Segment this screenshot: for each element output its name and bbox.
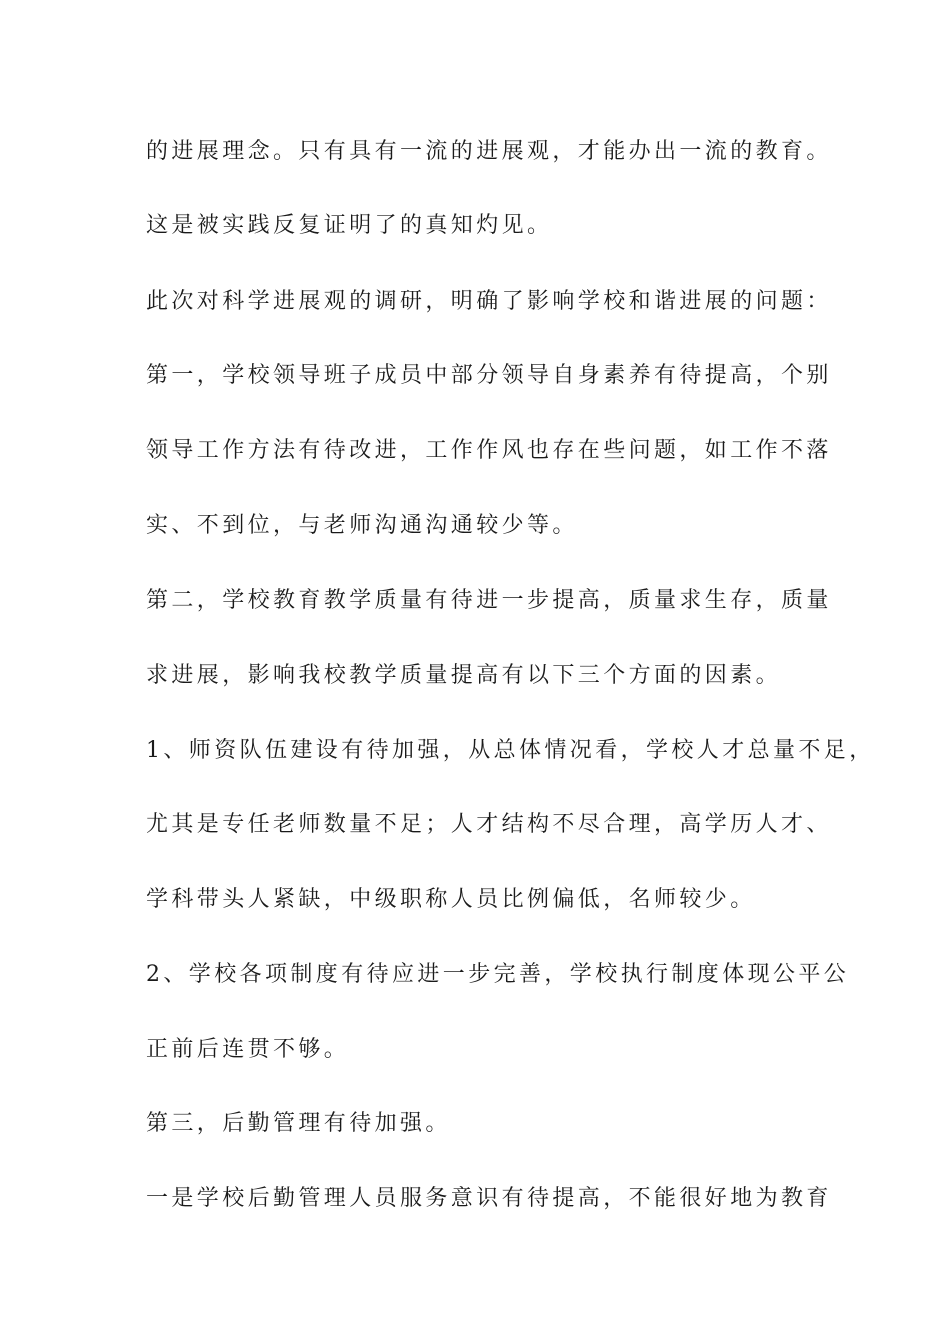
text-line: 领导工作方法有待改进，工作作风也存在些问题，如工作不落	[146, 438, 832, 463]
text-line: 这是被实践反复证明了的真知灼见。	[146, 213, 553, 238]
text-line: 第一，学校领导班子成员中部分领导自身素养有待提高，个别	[146, 363, 832, 388]
text-line: 求进展，影响我校教学质量提高有以下三个方面的因素。	[146, 663, 782, 688]
text-line: 第二，学校教育教学质量有待进一步提高，质量求生存，质量	[146, 588, 832, 613]
text-line: 2、学校各项制度有待应进一步完善，学校执行制度体现公平公	[146, 962, 850, 987]
text-line: 此次对科学进展观的调研，明确了影响学校和谐进展的问题：	[146, 289, 832, 314]
text-line: 尤其是专任老师数量不足；人才结构不尽合理，高学历人才、	[146, 812, 832, 837]
text-line: 正前后连贯不够。	[146, 1037, 350, 1062]
text-line: 一是学校后勤管理人员服务意识有待提高，不能很好地为教育	[146, 1186, 832, 1211]
text-line: 学科带头人紧缺，中级职称人员比例偏低，名师较少。	[146, 887, 756, 912]
text-line: 1、师资队伍建设有待加强，从总体情况看，学校人才总量不足，	[146, 738, 875, 763]
text-line: 第三，后勤管理有待加强。	[146, 1111, 451, 1136]
text-line: 实、不到位，与老师沟通沟通较少等。	[146, 513, 578, 538]
text-line: 的进展理念。只有具有一流的进展观，才能办出一流的教育。	[146, 139, 832, 164]
